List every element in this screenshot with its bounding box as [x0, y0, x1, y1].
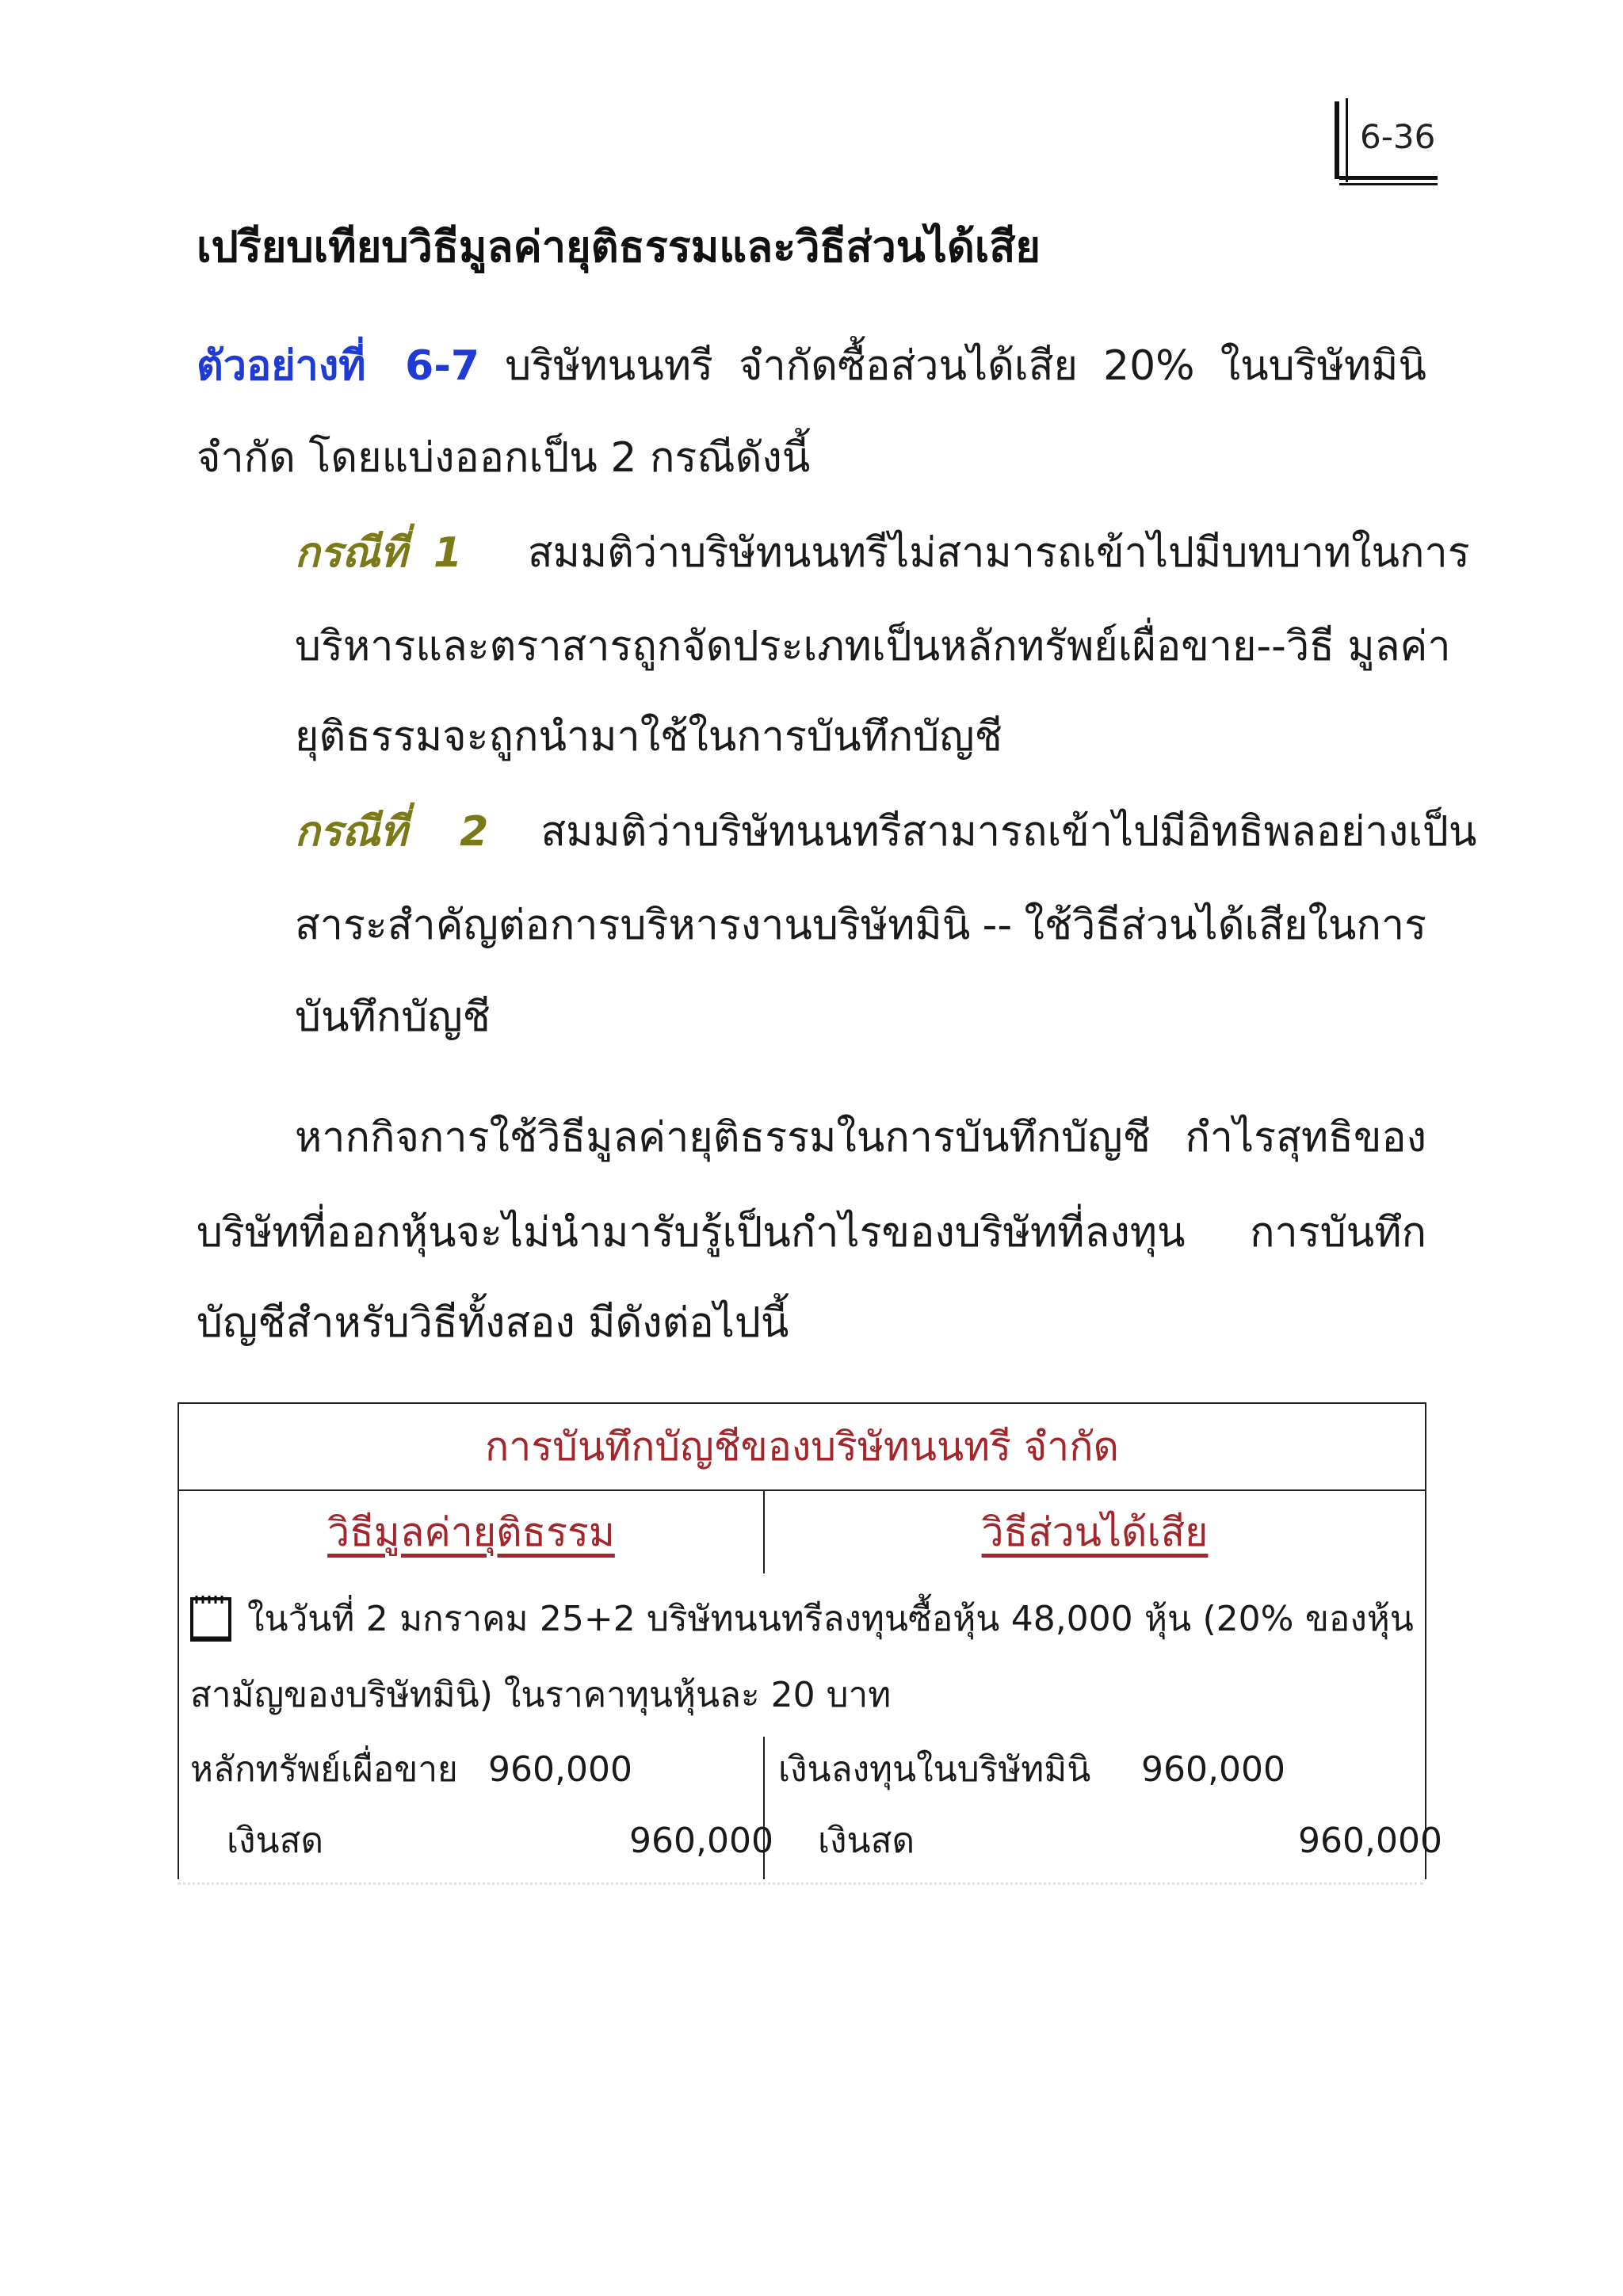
page-number-underline	[1339, 176, 1438, 180]
paragraph-line-3: บัญชีสำหรับวิธีทั้งสอง มีดังต่อไปนี้	[197, 1299, 789, 1347]
transaction-date-line-2: สามัญของบริษัทมินิ) ในราคาทุนหุ้นละ 20 บาท	[190, 1675, 892, 1715]
journal-table	[178, 1402, 1442, 1879]
page-number-underline-thin	[1339, 183, 1438, 185]
table-cutoff-dotted-line	[178, 1882, 1423, 1885]
notepad-icon	[189, 1592, 233, 1643]
paragraph-line-2: บริษัทที่ออกหุ้นจะไม่นำมารับรู้เป็นกำไรของบริษัทที่ลงทุน การบันทึก	[197, 1209, 1426, 1257]
page-number-bar	[1335, 101, 1339, 179]
example-line-1: ตัวอย่างที่ 6-7 บริษัทนนทรี จำกัดซื้อส่วนได้เสีย 20% ในบริษัทมินิ	[197, 342, 1426, 390]
example-line-2: จำกัด โดยแบ่งออกเป็น 2 กรณีดังนี้	[197, 434, 811, 482]
page-number: 6-36	[1360, 117, 1436, 156]
case-2-line-3: บันทึกบัญชี	[295, 994, 491, 1041]
column-header-equity-method: วิธีส่วนได้เสีย	[981, 1509, 1209, 1555]
transaction-date-line-1: ในวันที่ 2 มกราคม 25+2 บริษัทนนทรีลงทุนซื้อหุ้น 48,000 หุ้น (20% ของหุ้น	[247, 1599, 1414, 1639]
right-credit-account: เงินสด	[818, 1821, 915, 1861]
table-title: การบันทึกบัญชีของบริษัทนนทรี จำกัด	[179, 1404, 1425, 1491]
page-number-bar-thin	[1346, 98, 1348, 182]
example-label: ตัวอย่างที่ 6-7	[197, 342, 480, 390]
column-header-fair-value: วิธีมูลค่ายุติธรรม	[327, 1509, 615, 1555]
paragraph-line-1: หากกิจการใช้วิธีมูลค่ายุติธรรมในการบันทึกบัญชี กำไรสุทธิของ	[295, 1114, 1426, 1161]
case-1-line-3: ยุติธรรมจะถูกนำมาใช้ในการบันทึกบัญชี	[295, 713, 1002, 761]
left-credit-amount: 960,000	[629, 1821, 773, 1861]
section-heading: เปรียบเทียบวิธีมูลค่ายุติธรรมและวิธีส่วนได้เสีย	[197, 222, 1041, 272]
case-1-line-2: บริหารและตราสารถูกจัดประเภทเป็นหลักทรัพย์เผื่อขาย--วิธี มูลค่า	[295, 623, 1451, 670]
right-debit-account: เงินลงทุนในบริษัทมินิ	[778, 1749, 1091, 1790]
left-debit-account: หลักทรัพย์เผื่อขาย	[190, 1749, 458, 1790]
case-2-line-2: สาระสำคัญต่อการบริหารงานบริษัทมินิ -- ใช้วิธีส่วนได้เสียในการ	[295, 902, 1426, 949]
case-2-line-1: กรณีที่ 2 สมมติว่าบริษัทนนทรีสามารถเข้าไปมีอิทธิพลอย่างเป็น	[295, 808, 1477, 856]
case-1-line-1: กรณีที่ 1 สมมติว่าบริษัทนนทรีไม่สามารถเข้าไปมีบทบาทในการ	[295, 529, 1470, 577]
left-credit-account: เงินสด	[227, 1821, 324, 1861]
right-debit-amount: 960,000	[1141, 1749, 1285, 1790]
right-credit-amount: 960,000	[1298, 1821, 1442, 1861]
left-debit-amount: 960,000	[488, 1749, 632, 1790]
